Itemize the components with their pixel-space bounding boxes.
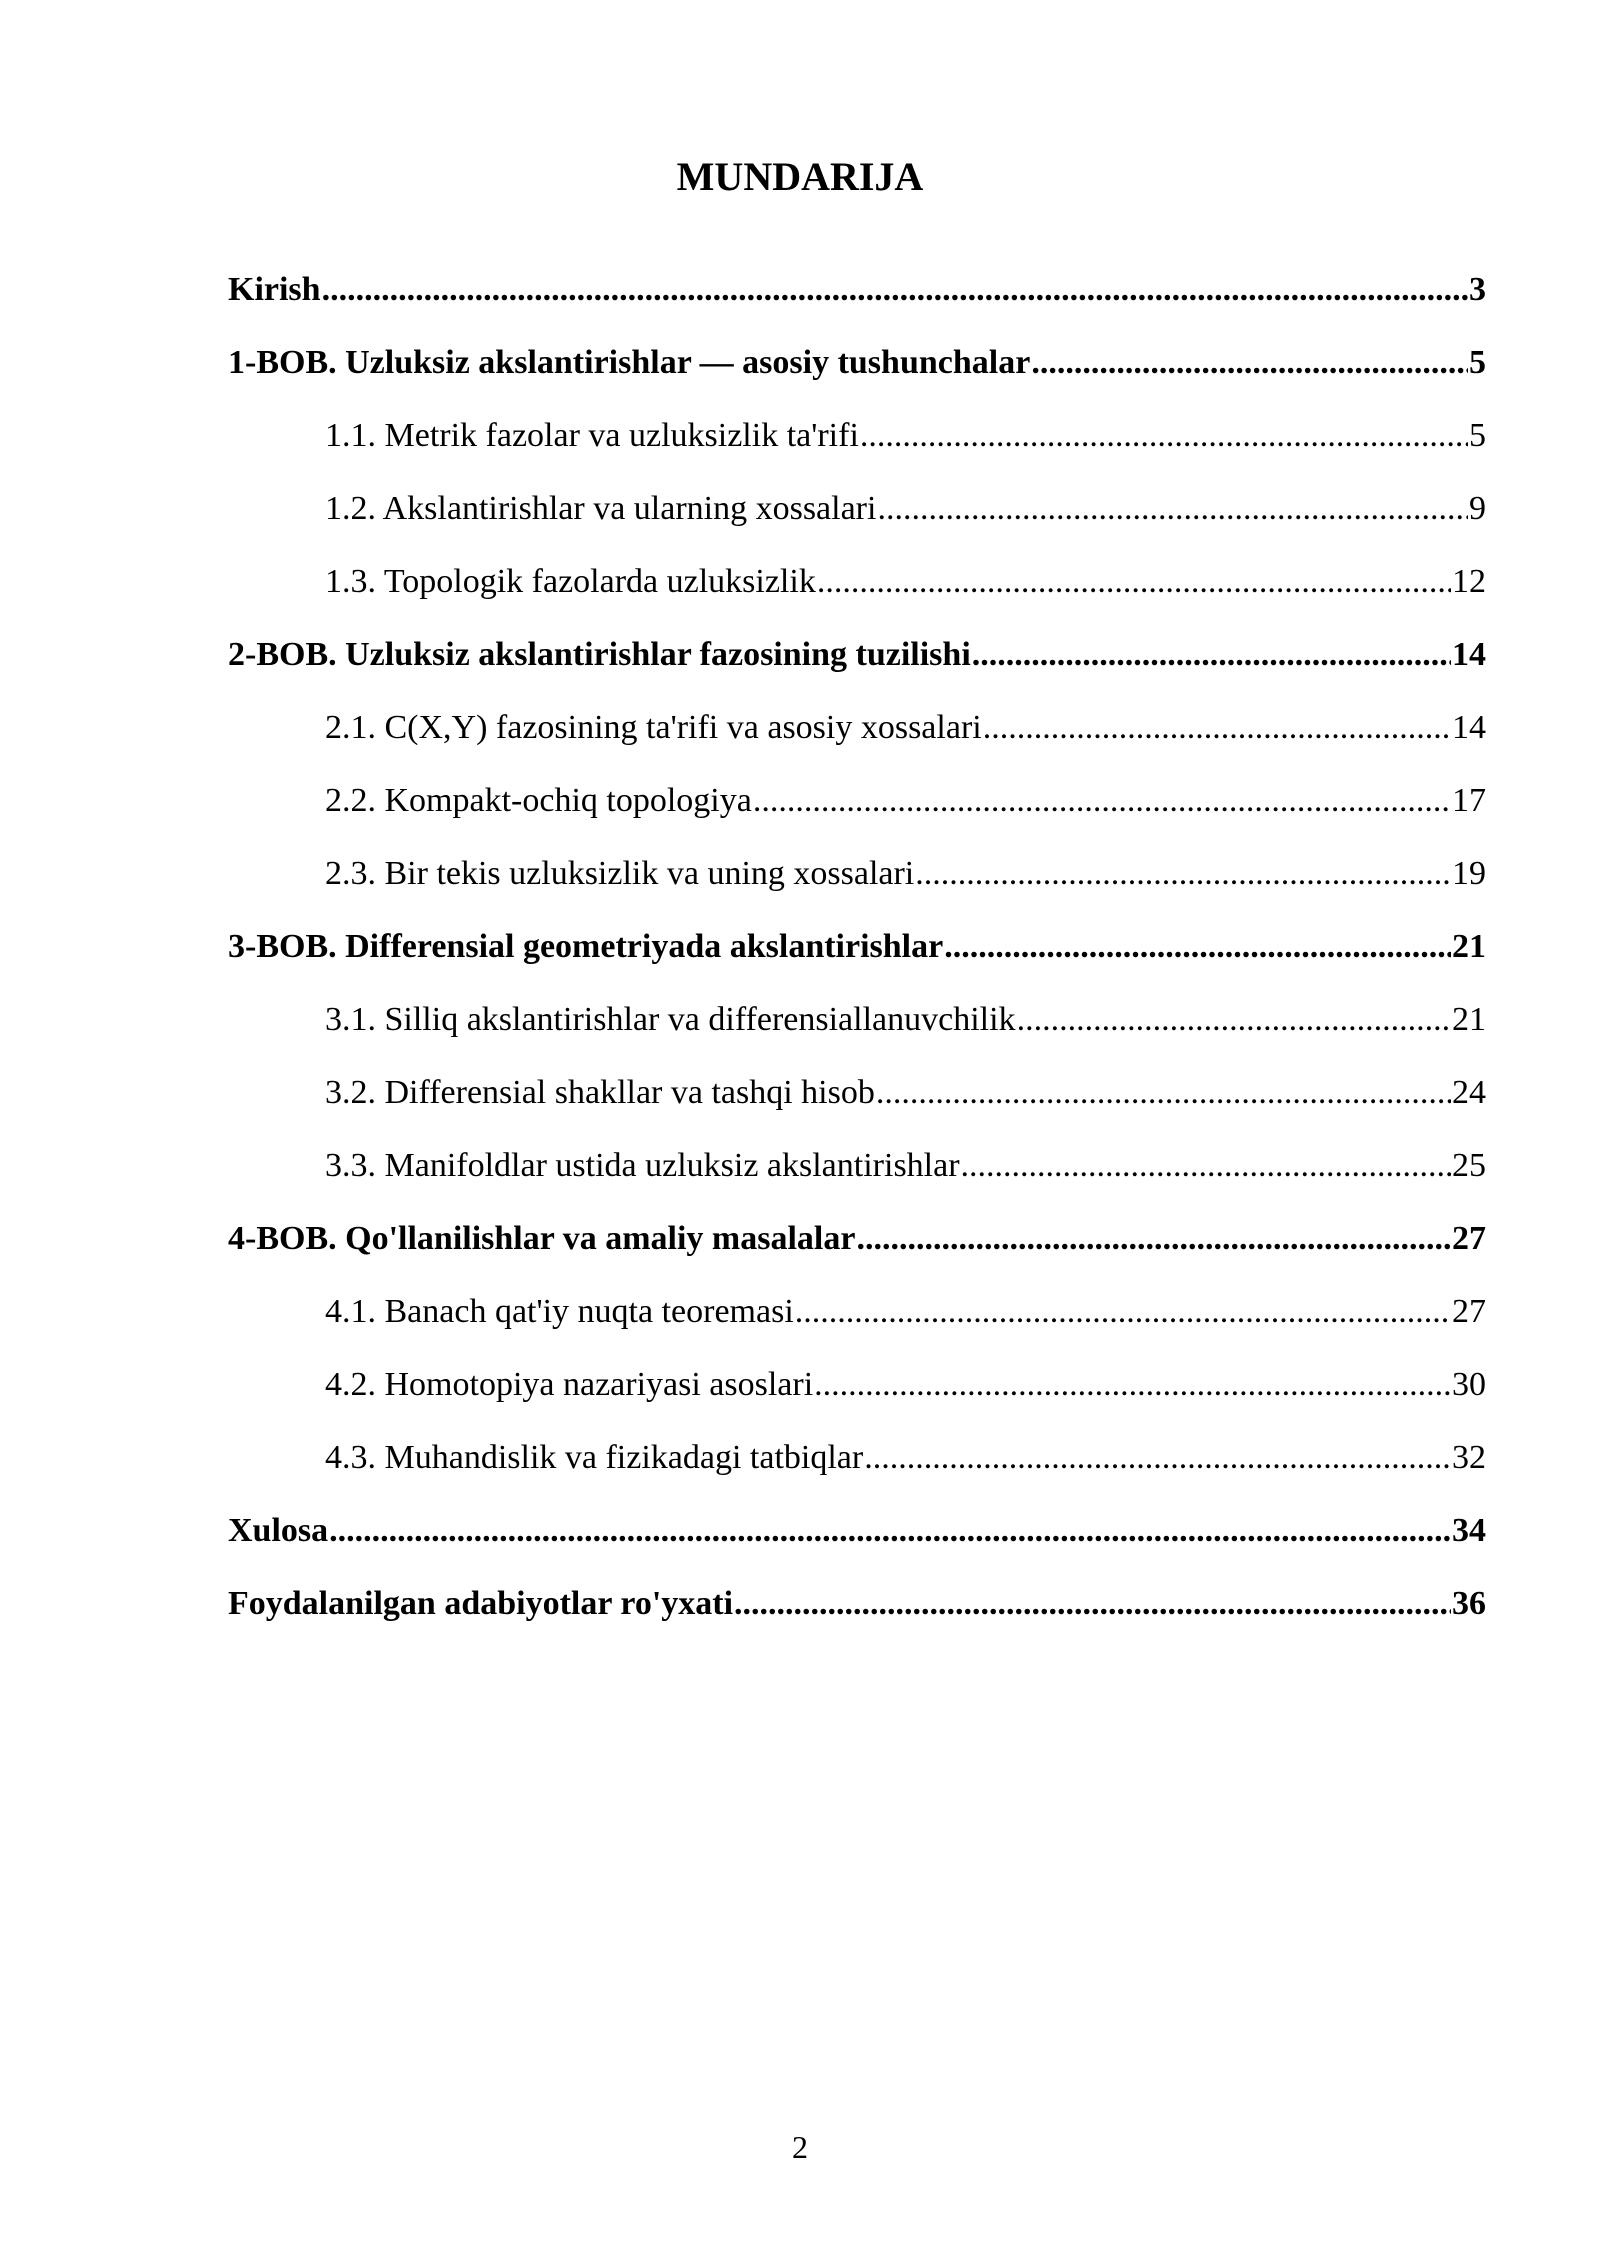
toc-section-entry <box>228 1430 1486 1503</box>
toc-section-entry <box>228 481 1486 554</box>
toc-chapter-entry <box>228 1211 1486 1284</box>
toc-entry-page: 34 <box>1452 1512 1486 1549</box>
toc-section-entry <box>228 992 1486 1065</box>
toc-entry-page: 24 <box>1452 1074 1486 1111</box>
toc-section-entry <box>228 1138 1486 1211</box>
toc-dot-leader <box>877 481 1468 537</box>
toc-dot-leader <box>322 262 1468 318</box>
toc-dot-leader <box>814 1357 1451 1413</box>
toc-entry-page: 12 <box>1452 563 1486 600</box>
toc-dot-leader <box>1031 335 1468 391</box>
toc-entry-title: 2.1. C(X,Y) fazosining ta'rifi va asosiy xossalari <box>325 709 982 746</box>
toc-entry-page: 30 <box>1452 1366 1486 1403</box>
toc-entry-page: 5 <box>1469 344 1486 381</box>
toc-dot-leader <box>983 700 1451 756</box>
toc-entry-title: Kirish <box>228 271 321 308</box>
page-number: 2 <box>792 2129 808 2165</box>
toc-entry-title: 3.1. Silliq akslantirishlar va differensiallanuvchilik <box>325 1001 1016 1038</box>
toc-entry-page: 17 <box>1452 782 1486 819</box>
toc-entry-page: 21 <box>1452 1001 1486 1038</box>
toc-dot-leader <box>915 846 1451 902</box>
toc-entry-page: 27 <box>1452 1293 1486 1330</box>
page-title: MUNDARIJA <box>676 154 924 199</box>
toc-section-entry <box>228 846 1486 919</box>
toc-entry-title: 3.2. Differensial shakllar va tashqi hisob <box>325 1074 875 1111</box>
table-of-contents <box>228 262 1486 1649</box>
toc-chapter-entry <box>228 1576 1486 1649</box>
toc-entry-title: 4.1. Banach qat'iy nuqta teoremasi <box>325 1293 794 1330</box>
toc-entry-title: 1.2. Akslantirishlar va ularning xossalari <box>325 490 877 527</box>
toc-entry-page: 5 <box>1469 417 1486 454</box>
toc-chapter-entry <box>228 627 1486 700</box>
toc-dot-leader <box>876 1065 1451 1121</box>
toc-entry-page: 9 <box>1469 490 1486 527</box>
toc-section-entry <box>228 1065 1486 1138</box>
toc-section-entry <box>228 700 1486 773</box>
toc-entry-page: 14 <box>1452 636 1486 673</box>
toc-dot-leader <box>961 1138 1451 1194</box>
toc-chapter-entry <box>228 1503 1486 1576</box>
toc-entry-page: 25 <box>1452 1147 1486 1184</box>
toc-entry-title: 1.3. Topologik fazolarda uzluksizlik <box>325 563 816 600</box>
toc-entry-title: 3.3. Manifoldlar ustida uzluksiz akslantirishlar <box>325 1147 960 1184</box>
toc-dot-leader <box>856 1211 1451 1267</box>
toc-dot-leader <box>864 1430 1451 1486</box>
toc-chapter-entry <box>228 919 1486 992</box>
toc-entry-title: 4.3. Muhandislik va fizikadagi tatbiqlar <box>325 1439 864 1476</box>
toc-entry-title: 4-BOB. Qo'llanilishlar va amaliy masalalar <box>228 1220 856 1257</box>
toc-dot-leader <box>1017 992 1451 1048</box>
toc-dot-leader <box>972 627 1451 683</box>
toc-entry-page: 32 <box>1452 1439 1486 1476</box>
toc-entry-title: 2.2. Kompakt-ochiq topologiya <box>325 782 752 819</box>
toc-entry-title: Foydalanilgan adabiyotlar ro'yxati <box>228 1585 734 1622</box>
toc-dot-leader <box>795 1284 1451 1340</box>
toc-entry-page: 36 <box>1452 1585 1486 1622</box>
toc-dot-leader <box>944 919 1451 975</box>
toc-section-entry <box>228 408 1486 481</box>
toc-dot-leader <box>817 554 1451 610</box>
toc-chapter-entry <box>228 335 1486 408</box>
toc-section-entry <box>228 554 1486 627</box>
toc-entry-title: 1.1. Metrik fazolar va uzluksizlik ta'rifi <box>325 417 859 454</box>
toc-section-entry <box>228 773 1486 846</box>
toc-entry-title: 1-BOB. Uzluksiz akslantirishlar — asosiy tushunchalar <box>228 344 1031 381</box>
toc-entry-title: 4.2. Homotopiya nazariyasi asoslari <box>325 1366 814 1403</box>
toc-dot-leader <box>860 408 1468 464</box>
toc-entry-page: 19 <box>1452 855 1486 892</box>
toc-entry-page: 27 <box>1452 1220 1486 1257</box>
toc-entry-page: 3 <box>1469 271 1486 308</box>
toc-dot-leader <box>329 1503 1451 1559</box>
toc-entry-title: 3-BOB. Differensial geometriyada akslantirishlar <box>228 928 944 965</box>
toc-chapter-entry <box>228 262 1486 335</box>
toc-entry-title: 2.3. Bir tekis uzluksizlik va uning xossalari <box>325 855 915 892</box>
toc-dot-leader <box>734 1576 1451 1632</box>
toc-section-entry <box>228 1284 1486 1357</box>
toc-section-entry <box>228 1357 1486 1430</box>
toc-entry-page: 14 <box>1452 709 1486 746</box>
toc-dot-leader <box>753 773 1451 829</box>
toc-entry-title: Xulosa <box>228 1512 329 1549</box>
toc-entry-page: 21 <box>1452 928 1486 965</box>
toc-entry-title: 2-BOB. Uzluksiz akslantirishlar fazosining tuzilishi <box>228 636 971 673</box>
